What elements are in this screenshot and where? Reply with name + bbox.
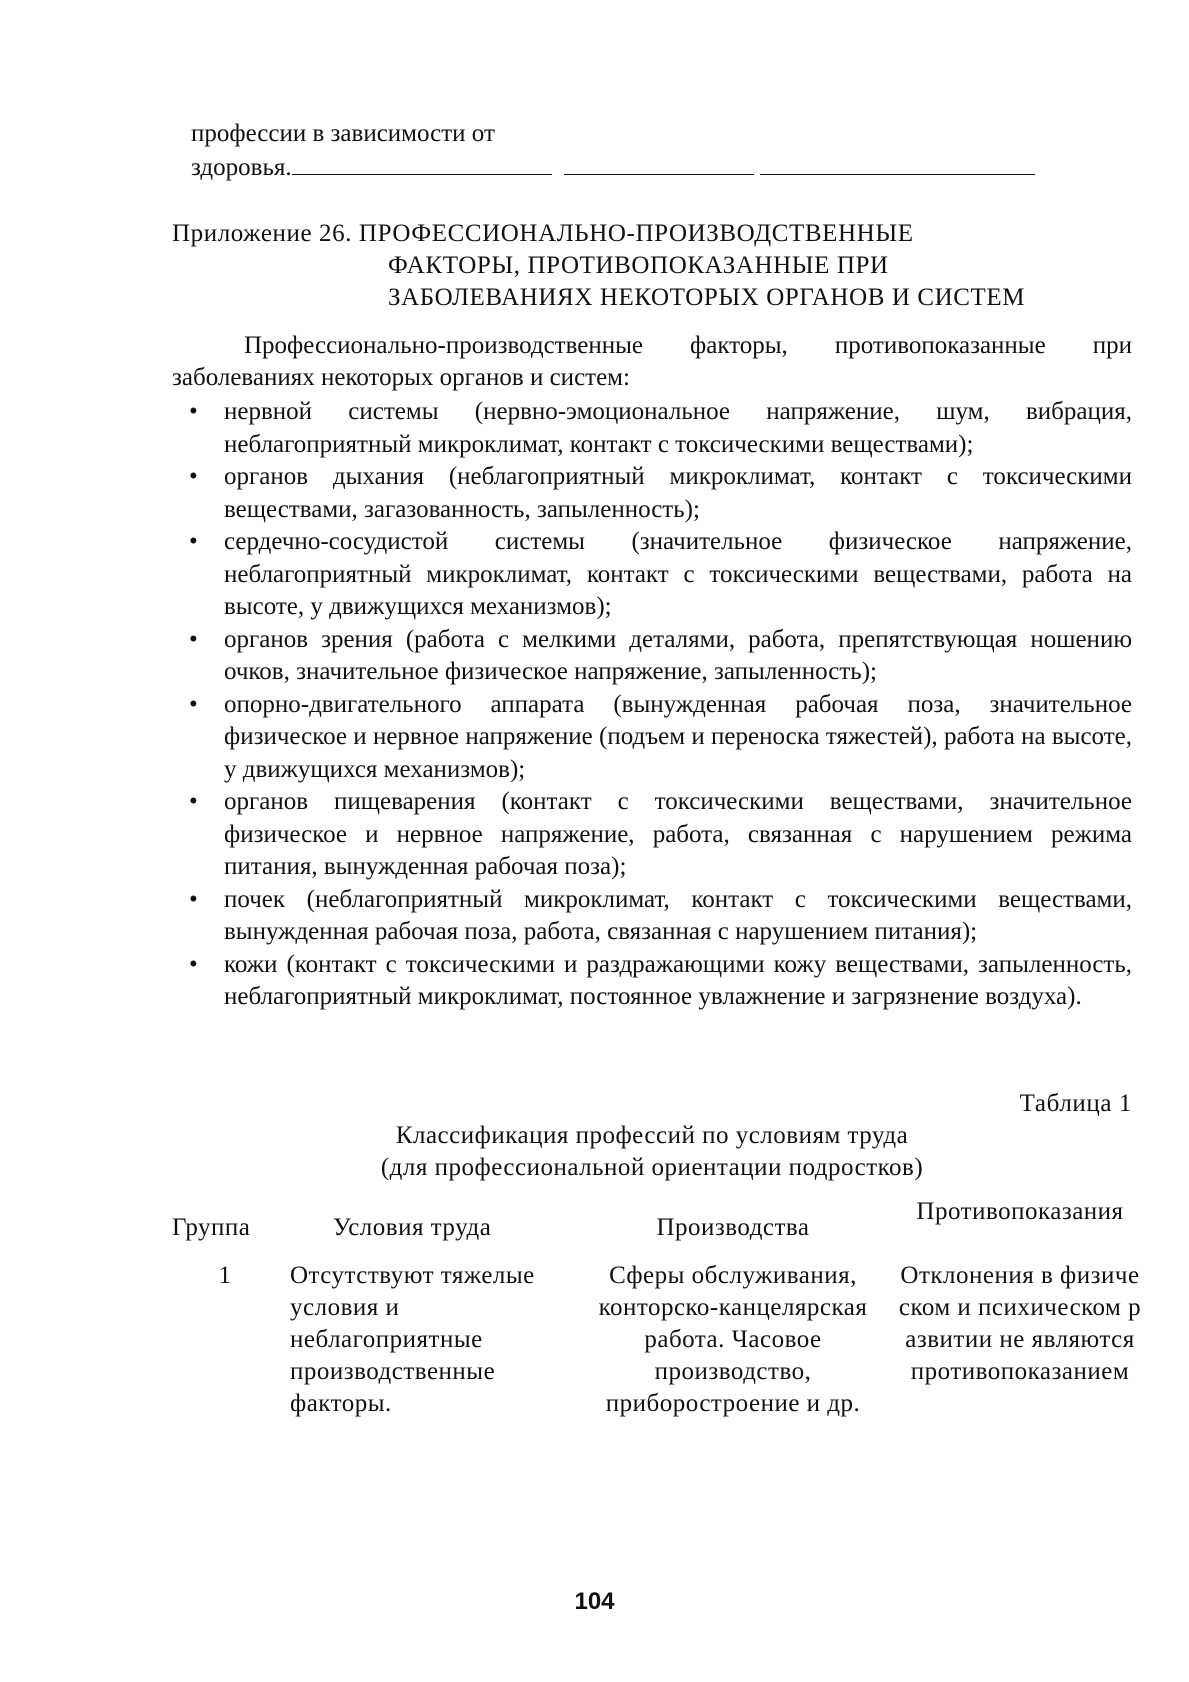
table-cell-group: 1 [218,1262,232,1289]
list-item-text: кожи (контакт с токсическими и раздражающими кожу веществами, запыленность, неблагоприятный микроклимат, постоянное увлажнение и загрязнение воздуха). [224,950,1132,1010]
list-item [172,786,1132,884]
factor-list [172,396,1132,1014]
bullet-icon: • [189,625,198,653]
table-header-conditions: Условия труда [333,1214,492,1241]
list-item [172,884,1132,949]
appendix-heading [172,218,1152,314]
list-item [172,949,1132,1014]
fill-in-blank-1 [292,150,552,175]
continued-text [191,118,1131,182]
list-item-text: нервной системы (нервно-эмоциональное напряжение, шум, вибрация, неблагоприятный микроклимат, контакт с токсическими веществами); [224,398,1132,458]
bullet-icon: • [189,950,198,978]
bullet-icon: • [189,788,198,815]
table-cell-contraindications: Отклонения в физическом и психическом развитии не являются противопоказанием [898,1262,1142,1385]
bullet-icon: • [189,398,198,425]
table-title-line-1: Классификация профессий по условиям труда [395,1122,909,1149]
fill-in-blank-2 [564,150,754,175]
appendix-heading-line-3: ЗАБОЛЕВАНИЯХ НЕКОТОРЫХ ОРГАНОВ И СИСТЕМ [388,284,1026,311]
table-cell-industries: Сферы обслуживания, конторско-канцелярская работа. Часовое производство, приборостроение и др. [598,1262,868,1417]
page-number: 104 [574,1588,615,1615]
list-item [172,624,1132,689]
bullet-icon: • [189,885,198,913]
table-header-industries: Производства [656,1214,810,1241]
table-number-label: Таблица 1 [1019,1090,1132,1117]
continued-text-line-2 [191,150,1131,182]
intro-paragraph: Профессионально-производственные факторы, противопоказанные при заболеваниях некоторых органов и систем: [172,332,1132,391]
continued-text-line-1: профессии в зависимости от [191,120,495,147]
list-item [172,526,1132,624]
table-cell-conditions: Отсутствуют тяжелые условия и неблагоприятные производственные факторы. [290,1262,535,1417]
list-item-text: органов дыхания (неблагоприятный микроклимат, контакт с токсическими веществами, загазованность, запыленность); [224,463,1132,523]
table-header-contraindications: Противопоказания [916,1198,1124,1225]
appendix-heading-line-2: ФАКТОРЫ, ПРОТИВОПОКАЗАННЫЕ ПРИ [388,252,889,279]
fill-in-blank-3 [760,150,1035,175]
list-item [172,689,1132,787]
bullet-icon: • [189,690,198,718]
table-title-line-2: (для профессиональной ориентации подростков) [380,1154,924,1181]
appendix-heading-line-1: Приложение 26. ПРОФЕССИОНАЛЬНО-ПРОИЗВОДСТВЕННЫЕ [172,220,914,247]
table-header-group: Группа [172,1214,251,1241]
list-item-text: сердечно-сосудистой системы (значительное физическое напряжение, неблагоприятный микроклимат, контакт с токсическими веществами, работа на высоте, у движущихся механизмов); [224,528,1132,620]
continued-text-line-2-text: здоровья. [191,154,292,181]
table-title [172,1120,1132,1184]
list-item-text: почек (неблагоприятный микроклимат, контакт с токсическими веществами, вынужденная рабочая поза, работа, связанная с нарушением питания); [224,885,1132,945]
list-item [172,461,1132,526]
bullet-icon: • [189,463,198,490]
list-item-text: опорно-двигательного аппарата (вынужденная рабочая поза, значительное физическое и нервное напряжение (подъем и переноска тяжестей), работа на высоте, у движущихся механизмов); [224,690,1132,783]
list-item-text: органов зрения (работа с мелкими деталями, работа, препятствующая ношению очков, значительное физическое напряжение, запыленность); [224,625,1132,685]
list-item-text: органов пищеварения (контакт с токсическими веществами, значительное физическое и нервное напряжение, работа, связанная с нарушением режима питания, вынужденная рабочая поза); [224,788,1132,880]
bullet-icon: • [189,528,198,555]
list-item [172,396,1132,461]
